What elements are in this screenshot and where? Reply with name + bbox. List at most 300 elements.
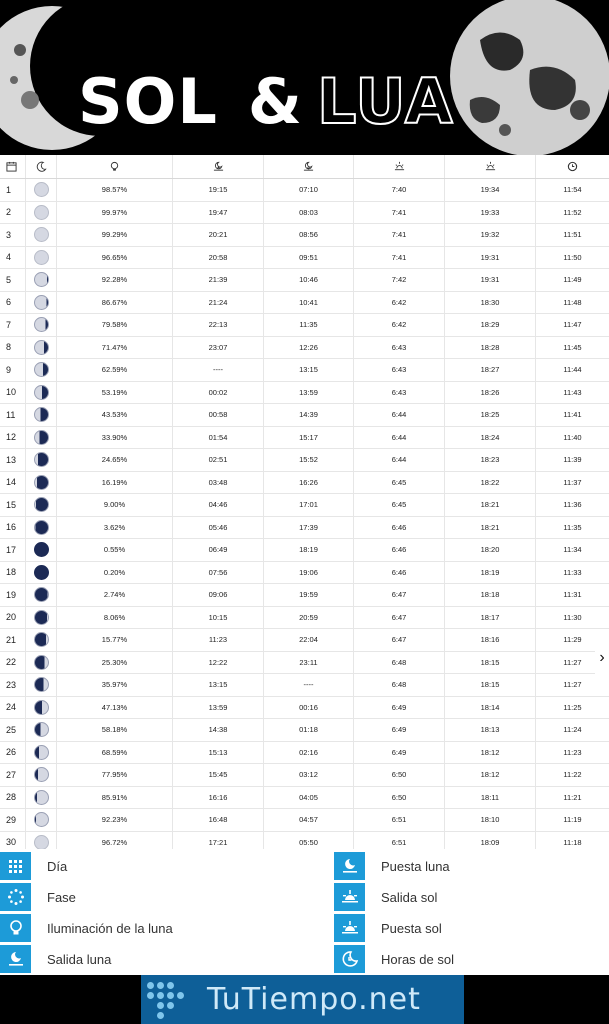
moonset-cell: 18:19 <box>264 539 354 561</box>
sunset-cell: 18:20 <box>445 539 536 561</box>
sunset-cell: 18:28 <box>445 337 536 359</box>
moon-phase-icon <box>34 182 49 197</box>
sunset-cell: 18:29 <box>445 314 536 336</box>
legend-item-fase <box>0 883 76 911</box>
illumination-cell: 43.53% <box>57 404 173 426</box>
illumination-cell: 96.72% <box>57 832 173 854</box>
sunrise-cell: 6:44 <box>354 404 445 426</box>
daylight-cell: 11:18 <box>563 837 582 847</box>
moon-phase-icon <box>34 677 49 692</box>
sunset-cell: 18:23 <box>445 449 536 471</box>
phase-cell <box>26 494 57 516</box>
sunrise-icon <box>354 155 445 178</box>
day-cell: 28 <box>0 787 26 809</box>
daylight-cell: 11:35 <box>563 522 582 532</box>
daylight-cell: 11:51 <box>563 230 582 240</box>
moon-phase-icon <box>34 497 49 512</box>
brand-dots-icon <box>147 980 197 1020</box>
moonset-cell: 05:50 <box>264 832 354 854</box>
table-row <box>0 562 609 585</box>
sunrise-cell: 6:51 <box>354 809 445 831</box>
moonset-cell: 11:35 <box>264 314 354 336</box>
sunrise-cell: 6:45 <box>354 494 445 516</box>
sunset-cell: 18:11 <box>445 787 536 809</box>
moonset-cell: 13:15 <box>264 359 354 381</box>
sunset-cell: 18:27 <box>445 359 536 381</box>
illumination-cell: 79.58% <box>57 314 173 336</box>
moonset-cell: 19:06 <box>264 562 354 584</box>
moonset-icon <box>334 852 365 880</box>
phase-cell <box>26 697 57 719</box>
day-cell: 25 <box>0 719 26 741</box>
table-row <box>0 404 609 427</box>
table-row <box>0 539 609 562</box>
sunrise-cell: 7:42 <box>354 269 445 291</box>
sunset-icon <box>445 155 536 178</box>
sunset-cell: 18:16 <box>445 629 536 651</box>
sunrise-cell: 6:49 <box>354 719 445 741</box>
table-row <box>0 314 609 337</box>
moonrise-cell: 03:48 <box>173 472 264 494</box>
moonrise-cell: 12:22 <box>173 652 264 674</box>
sunrise-cell: 6:47 <box>354 607 445 629</box>
sunset-cell: 18:22 <box>445 472 536 494</box>
day-cell: 14 <box>0 472 26 494</box>
moonset-cell: 14:39 <box>264 404 354 426</box>
sunrise-icon <box>334 883 365 911</box>
moon-phase-icon <box>34 295 49 310</box>
day-cell: 17 <box>0 539 26 561</box>
sunset-cell: 18:25 <box>445 404 536 426</box>
sunset-cell: 18:12 <box>445 742 536 764</box>
sunrise-cell: 6:48 <box>354 674 445 696</box>
illumination-cell: 33.90% <box>57 427 173 449</box>
sunset-cell: 19:31 <box>445 269 536 291</box>
moon-phase-icon <box>34 475 49 490</box>
daylight-cell: 11:34 <box>563 545 582 555</box>
title-ampersand: & <box>247 64 303 138</box>
page-title <box>78 66 454 136</box>
day-cell: 27 <box>0 764 26 786</box>
phase-cell <box>26 584 57 606</box>
next-arrow-icon[interactable]: › <box>595 641 609 675</box>
legend-label: Horas de sol <box>381 951 454 967</box>
daylight-cell: 11:36 <box>563 500 582 510</box>
bulb-icon <box>0 914 31 942</box>
table-row <box>0 247 609 270</box>
sunset-cell: 18:09 <box>445 832 536 854</box>
illumination-cell: 68.59% <box>57 742 173 764</box>
moonset-cell: 04:57 <box>264 809 354 831</box>
illumination-cell: 35.97% <box>57 674 173 696</box>
table-row <box>0 427 609 450</box>
day-cell: 1 <box>0 179 26 201</box>
sunset-cell: 18:21 <box>445 494 536 516</box>
illumination-cell: 58.18% <box>57 719 173 741</box>
sunset-cell: 19:34 <box>445 179 536 201</box>
table-row <box>0 449 609 472</box>
daylight-cell: 11:43 <box>563 387 582 397</box>
illumination-cell: 2.74% <box>57 584 173 606</box>
illumination-cell: 85.91% <box>57 787 173 809</box>
daylight-cell: 11:22 <box>563 770 582 780</box>
illumination-cell: 99.97% <box>57 202 173 224</box>
moonrise-cell: 07:56 <box>173 562 264 584</box>
legend-item-dia <box>0 852 67 880</box>
legend-item-horas-sol <box>334 945 454 973</box>
moonset-cell: 15:52 <box>264 449 354 471</box>
day-cell: 13 <box>0 449 26 471</box>
sunrise-cell: 6:47 <box>354 629 445 651</box>
phase-cell <box>26 449 57 471</box>
day-cell: 18 <box>0 562 26 584</box>
day-cell: 4 <box>0 247 26 269</box>
phase-cell <box>26 247 57 269</box>
sunset-cell: 18:17 <box>445 607 536 629</box>
day-cell: 23 <box>0 674 26 696</box>
phase-cell <box>26 742 57 764</box>
day-cell: 24 <box>0 697 26 719</box>
moonrise-cell: 04:46 <box>173 494 264 516</box>
moon-phase-icon <box>34 632 49 647</box>
sunset-cell: 18:30 <box>445 292 536 314</box>
moonrise-cell: 23:07 <box>173 337 264 359</box>
moonset-cell: ---- <box>264 674 354 696</box>
illumination-cell: 71.47% <box>57 337 173 359</box>
moonset-cell: 03:12 <box>264 764 354 786</box>
moonrise-cell: 00:02 <box>173 382 264 404</box>
moonrise-cell: 06:49 <box>173 539 264 561</box>
sunset-cell: 18:13 <box>445 719 536 741</box>
sunset-cell: 18:18 <box>445 584 536 606</box>
illumination-cell: 0.55% <box>57 539 173 561</box>
daylight-icon <box>334 945 365 973</box>
illumination-cell: 99.29% <box>57 224 173 246</box>
table-row <box>0 652 609 675</box>
day-cell: 16 <box>0 517 26 539</box>
moon-phase-icon <box>26 155 57 178</box>
sunrise-cell: 7:41 <box>354 202 445 224</box>
day-cell: 6 <box>0 292 26 314</box>
bulb-icon <box>57 155 173 178</box>
legend-label: Día <box>47 858 68 874</box>
moonrise-icon <box>0 945 31 973</box>
legend-item-puesta-sol <box>334 914 442 942</box>
day-cell: 26 <box>0 742 26 764</box>
moonrise-cell: 22:13 <box>173 314 264 336</box>
daylight-cell: 11:49 <box>563 275 582 285</box>
sunrise-cell: 6:43 <box>354 337 445 359</box>
sunrise-cell: 6:49 <box>354 742 445 764</box>
moonrise-cell: 00:58 <box>173 404 264 426</box>
table-body <box>0 179 609 854</box>
moon-phase-icon <box>34 317 49 332</box>
illumination-cell: 0.20% <box>57 562 173 584</box>
phase-cell <box>26 472 57 494</box>
moonrise-cell: 21:24 <box>173 292 264 314</box>
moonrise-cell: 21:39 <box>173 269 264 291</box>
phase-cell <box>26 674 57 696</box>
moonrise-cell: 13:15 <box>173 674 264 696</box>
phase-cell <box>26 562 57 584</box>
sunrise-cell: 7:41 <box>354 247 445 269</box>
sunset-cell: 18:26 <box>445 382 536 404</box>
illumination-cell: 24.65% <box>57 449 173 471</box>
title-word-lua: LUA <box>316 64 454 138</box>
moon-phase-icon <box>34 385 49 400</box>
phase-cell <box>26 337 57 359</box>
daylight-cell: 11:54 <box>563 185 582 195</box>
moonset-cell: 09:51 <box>264 247 354 269</box>
moon-phase-icon <box>34 587 49 602</box>
moonrise-cell: 09:06 <box>173 584 264 606</box>
sunrise-cell: 6:51 <box>354 832 445 854</box>
illumination-cell: 53.19% <box>57 382 173 404</box>
daylight-cell: 11:41 <box>563 410 582 420</box>
legend-item-salida-luna <box>0 945 111 973</box>
moonrise-cell: 17:21 <box>173 832 264 854</box>
moon-phase-icon <box>34 790 49 805</box>
sunrise-cell: 6:44 <box>354 449 445 471</box>
day-cell: 11 <box>0 404 26 426</box>
table-row <box>0 292 609 315</box>
table-row <box>0 472 609 495</box>
moonset-cell: 20:59 <box>264 607 354 629</box>
phase-cell <box>26 652 57 674</box>
moon-phase-icon <box>34 655 49 670</box>
illumination-cell: 92.28% <box>57 269 173 291</box>
moon-sun-table <box>0 155 609 849</box>
phase-cell <box>26 269 57 291</box>
sunset-cell: 18:15 <box>445 674 536 696</box>
day-cell: 9 <box>0 359 26 381</box>
moonset-cell: 08:56 <box>264 224 354 246</box>
moon-phase-icon <box>34 722 49 737</box>
moon-phase-icon <box>34 542 49 557</box>
illumination-cell: 16.19% <box>57 472 173 494</box>
table-row <box>0 787 609 810</box>
sunset-cell: 18:10 <box>445 809 536 831</box>
phase-cell <box>26 404 57 426</box>
phase-cell <box>26 382 57 404</box>
table-row <box>0 179 609 202</box>
phase-cell <box>26 314 57 336</box>
legend-item-puesta-luna <box>334 852 450 880</box>
moonset-cell: 10:41 <box>264 292 354 314</box>
moon-phase-icon <box>34 272 49 287</box>
table-row <box>0 584 609 607</box>
moon-phase-icon <box>34 205 49 220</box>
phase-cell <box>26 719 57 741</box>
phase-cell <box>26 224 57 246</box>
moon-phase-icon <box>34 340 49 355</box>
sunrise-cell: 6:45 <box>354 472 445 494</box>
daylight-cell: 11:23 <box>563 747 582 757</box>
illumination-cell: 92.23% <box>57 809 173 831</box>
moon-phase-icon <box>34 565 49 580</box>
moonset-cell: 02:16 <box>264 742 354 764</box>
daylight-cell: 11:29 <box>563 635 582 645</box>
moonset-cell: 08:03 <box>264 202 354 224</box>
moonset-cell: 04:05 <box>264 787 354 809</box>
moonrise-cell: 02:51 <box>173 449 264 471</box>
clock-icon <box>536 155 609 178</box>
daylight-cell: 11:24 <box>563 725 582 735</box>
sunset-icon <box>334 914 365 942</box>
table-row <box>0 224 609 247</box>
moon-phase-icon <box>34 452 49 467</box>
calendar-icon <box>0 155 26 178</box>
moon-phase-icon <box>34 745 49 760</box>
daylight-cell: 11:37 <box>563 477 582 487</box>
sunrise-cell: 6:50 <box>354 764 445 786</box>
table-row <box>0 494 609 517</box>
table-row <box>0 202 609 225</box>
illumination-cell: 25.30% <box>57 652 173 674</box>
daylight-cell: 11:31 <box>563 590 582 600</box>
table-row <box>0 607 609 630</box>
moonset-cell: 00:16 <box>264 697 354 719</box>
sunrise-cell: 6:44 <box>354 427 445 449</box>
moonset-cell: 07:10 <box>264 179 354 201</box>
daylight-cell: 11:47 <box>563 320 582 330</box>
moon-phase-icon <box>34 610 49 625</box>
sunrise-cell: 6:42 <box>354 292 445 314</box>
sunrise-cell: 6:42 <box>354 314 445 336</box>
sunset-cell: 19:32 <box>445 224 536 246</box>
moonrise-cell: 10:15 <box>173 607 264 629</box>
moon-phase-icon <box>34 520 49 535</box>
moonrise-cell: 05:46 <box>173 517 264 539</box>
daylight-cell: 11:50 <box>563 252 582 262</box>
day-cell: 19 <box>0 584 26 606</box>
legend-label: Puesta luna <box>381 858 450 874</box>
sunrise-cell: 6:46 <box>354 517 445 539</box>
legend-label: Iluminación de la luna <box>47 920 173 936</box>
moonrise-cell: 20:58 <box>173 247 264 269</box>
sunset-cell: 19:31 <box>445 247 536 269</box>
moonrise-cell: 15:13 <box>173 742 264 764</box>
title-word-sol: SOL <box>78 64 218 138</box>
moon-phase-icon <box>34 362 49 377</box>
illumination-cell: 47.13% <box>57 697 173 719</box>
moonset-cell: 23:11 <box>264 652 354 674</box>
daylight-cell: 11:39 <box>563 455 582 465</box>
sunrise-cell: 7:40 <box>354 179 445 201</box>
full-moon-icon <box>450 0 609 155</box>
phase-cell <box>26 629 57 651</box>
day-cell: 29 <box>0 809 26 831</box>
brand-text: TuTiempo.net <box>207 982 421 1017</box>
table-row <box>0 382 609 405</box>
sunset-cell: 18:21 <box>445 517 536 539</box>
moonset-cell: 19:59 <box>264 584 354 606</box>
legend-item-iluminacion <box>0 914 173 942</box>
phase-cell <box>26 292 57 314</box>
daylight-cell: 11:48 <box>563 297 582 307</box>
daylight-cell: 11:19 <box>563 815 582 825</box>
illumination-cell: 86.67% <box>57 292 173 314</box>
moon-phase-icon <box>34 227 49 242</box>
moonset-cell: 01:18 <box>264 719 354 741</box>
table-row <box>0 674 609 697</box>
phase-cell <box>26 764 57 786</box>
calendar-icon <box>0 852 31 880</box>
moonset-cell: 17:01 <box>264 494 354 516</box>
sunrise-cell: 6:43 <box>354 359 445 381</box>
daylight-cell: 11:27 <box>563 680 582 690</box>
sunset-cell: 18:15 <box>445 652 536 674</box>
moonrise-cell: 01:54 <box>173 427 264 449</box>
daylight-cell: 11:40 <box>563 432 582 442</box>
sunrise-cell: 6:47 <box>354 584 445 606</box>
table-row <box>0 359 609 382</box>
day-cell: 12 <box>0 427 26 449</box>
day-cell: 10 <box>0 382 26 404</box>
table-row <box>0 742 609 765</box>
moonrise-cell: 11:23 <box>173 629 264 651</box>
moonrise-cell: 15:45 <box>173 764 264 786</box>
phase-cell <box>26 539 57 561</box>
sunset-cell: 18:12 <box>445 764 536 786</box>
moonrise-cell: 19:47 <box>173 202 264 224</box>
legend <box>0 849 609 975</box>
moonrise-cell: 14:38 <box>173 719 264 741</box>
legend-label: Puesta sol <box>381 920 442 936</box>
phase-cell <box>26 607 57 629</box>
moon-phase-icon <box>34 767 49 782</box>
daylight-cell: 11:27 <box>563 657 582 667</box>
banner <box>0 0 609 155</box>
table-row <box>0 517 609 540</box>
illumination-cell: 98.57% <box>57 179 173 201</box>
moonset-cell: 17:39 <box>264 517 354 539</box>
moon-phase-icon <box>34 812 49 827</box>
daylight-cell: 11:33 <box>563 567 582 577</box>
moonrise-cell: 19:15 <box>173 179 264 201</box>
footer <box>0 975 609 1024</box>
moon-phase-icon <box>34 430 49 445</box>
day-cell: 5 <box>0 269 26 291</box>
table-row <box>0 629 609 652</box>
day-cell: 8 <box>0 337 26 359</box>
phase-cell <box>26 517 57 539</box>
moonset-cell: 10:46 <box>264 269 354 291</box>
moonset-cell: 16:26 <box>264 472 354 494</box>
day-cell: 20 <box>0 607 26 629</box>
moonset-cell: 12:26 <box>264 337 354 359</box>
daylight-cell: 11:30 <box>563 612 582 622</box>
moon-phase-icon <box>34 407 49 422</box>
sunrise-cell: 6:48 <box>354 652 445 674</box>
moon-phase-icon <box>34 250 49 265</box>
moonset-cell: 13:59 <box>264 382 354 404</box>
day-cell: 21 <box>0 629 26 651</box>
legend-label: Fase <box>47 889 76 905</box>
brand-logo[interactable] <box>141 975 464 1024</box>
table-row <box>0 809 609 832</box>
day-cell: 2 <box>0 202 26 224</box>
day-cell: 15 <box>0 494 26 516</box>
legend-item-salida-sol <box>334 883 437 911</box>
sunrise-cell: 6:50 <box>354 787 445 809</box>
sunrise-cell: 7:41 <box>354 224 445 246</box>
moonrise-cell: ---- <box>173 359 264 381</box>
illumination-cell: 3.62% <box>57 517 173 539</box>
illumination-cell: 15.77% <box>57 629 173 651</box>
moonrise-cell: 16:16 <box>173 787 264 809</box>
sunset-cell: 19:33 <box>445 202 536 224</box>
